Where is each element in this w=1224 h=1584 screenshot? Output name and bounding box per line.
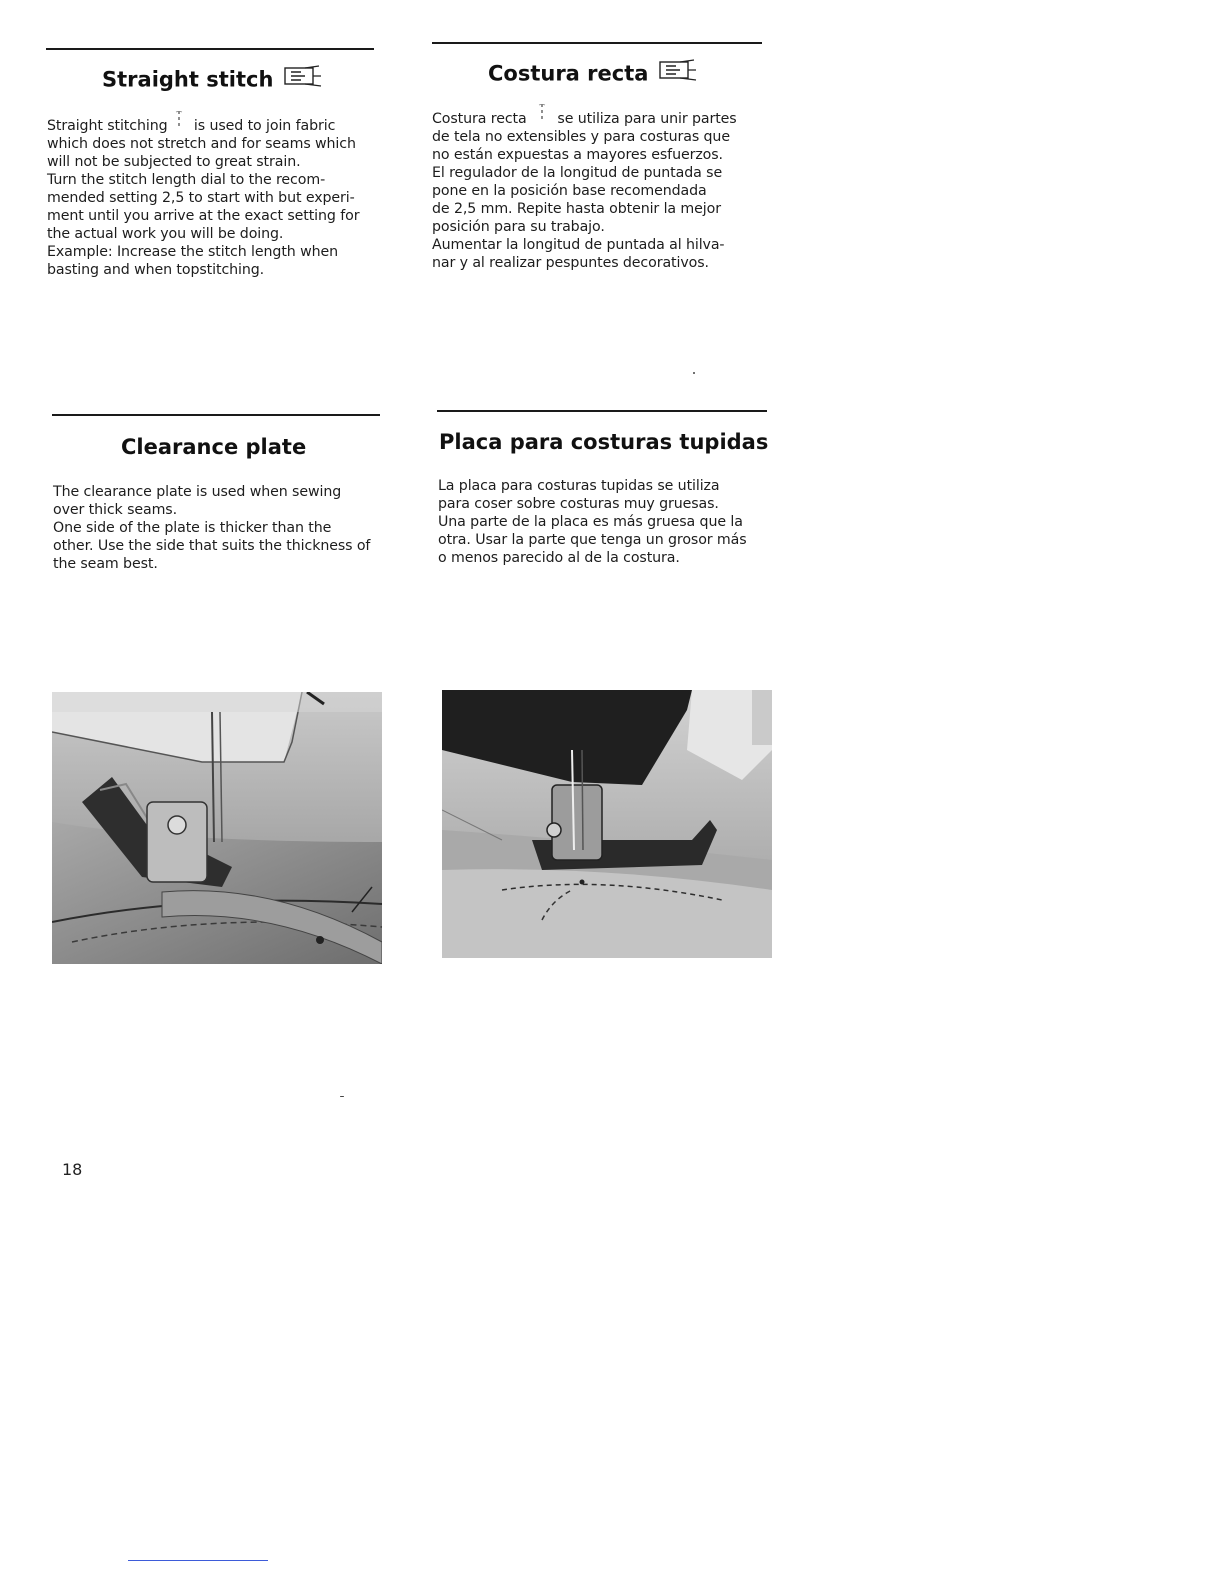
stray-mark <box>693 372 695 374</box>
body-line: Aumentar la longitud de puntada al hilva- <box>432 237 725 253</box>
page-number: 18 <box>62 1160 83 1179</box>
body-line: Costura recta se utiliza para unir partes <box>432 110 766 128</box>
stray-mark <box>340 1096 344 1097</box>
straight-stitch-title: Straight stitch <box>102 67 274 92</box>
clearance-plate-photo <box>52 692 382 964</box>
costura-recta-heading <box>488 60 698 89</box>
body-line: mended setting 2,5 to start with but experi- <box>47 190 355 206</box>
placa-heading <box>439 430 768 454</box>
body-line: Turn the stitch length dial to the recom- <box>47 172 326 188</box>
placa-title: Placa para costuras tupidas <box>439 430 769 454</box>
body-line: basting and when topstitching. <box>47 262 265 278</box>
body-line: Straight stitching is used to join fabric <box>47 117 377 135</box>
body-line: One side of the plate is thicker than the <box>53 520 332 536</box>
body-line: the actual work you will be doing. <box>47 226 284 242</box>
placa-body <box>438 477 772 567</box>
rule-mid-right <box>437 410 767 412</box>
body-line: other. Use the side that suits the thickness of <box>53 538 371 554</box>
straight-stitch-icon <box>531 110 553 124</box>
bottom-rule <box>128 1560 268 1561</box>
presser-foot-icon <box>283 64 323 93</box>
body-line: over thick seams. <box>53 502 178 518</box>
body-line: Example: Increase the stitch length when <box>47 244 338 260</box>
costura-recta-title: Costura recta <box>488 61 649 86</box>
body-line: otra. Usar la parte que tenga un grosor más <box>438 532 747 548</box>
body-line: will not be subjected to great strain. <box>47 154 301 170</box>
body-line: o menos parecido al de la costura. <box>438 550 680 566</box>
body-line: posición para su trabajo. <box>432 219 605 235</box>
body-line: La placa para costuras tupidas se utiliza <box>438 478 720 494</box>
body-line: ment until you arrive at the exact setting for <box>47 208 360 224</box>
rule-mid-left <box>52 414 380 416</box>
straight-stitch-icon <box>168 117 190 131</box>
straight-stitch-heading <box>102 66 323 95</box>
body-line: which does not stretch and for seams which <box>47 136 356 152</box>
rule-top-left <box>46 48 374 50</box>
costura-recta-body <box>432 110 766 272</box>
body-line: El regulador de la longitud de puntada se <box>432 165 723 181</box>
body-line: Una parte de la placa es más gruesa que la <box>438 514 743 530</box>
body-line: the seam best. <box>53 556 158 572</box>
body-line: nar y al realizar pespuntes decorativos. <box>432 255 709 271</box>
straight-stitch-body <box>47 117 377 279</box>
placa-photo <box>442 690 772 958</box>
body-line: The clearance plate is used when sewing <box>53 484 342 500</box>
rule-top-right <box>432 42 762 44</box>
presser-foot-icon <box>658 58 698 87</box>
body-line: pone en la posición base recomendada <box>432 183 707 199</box>
clearance-plate-body <box>53 483 385 573</box>
body-line: no están expuestas a mayores esfuerzos. <box>432 147 723 163</box>
clearance-plate-title: Clearance plate <box>121 435 307 459</box>
clearance-plate-heading <box>121 435 306 459</box>
body-line: de tela no extensibles y para costuras que <box>432 129 730 145</box>
body-line: de 2,5 mm. Repite hasta obtenir la mejor <box>432 201 721 217</box>
body-line: para coser sobre costuras muy gruesas. <box>438 496 719 512</box>
